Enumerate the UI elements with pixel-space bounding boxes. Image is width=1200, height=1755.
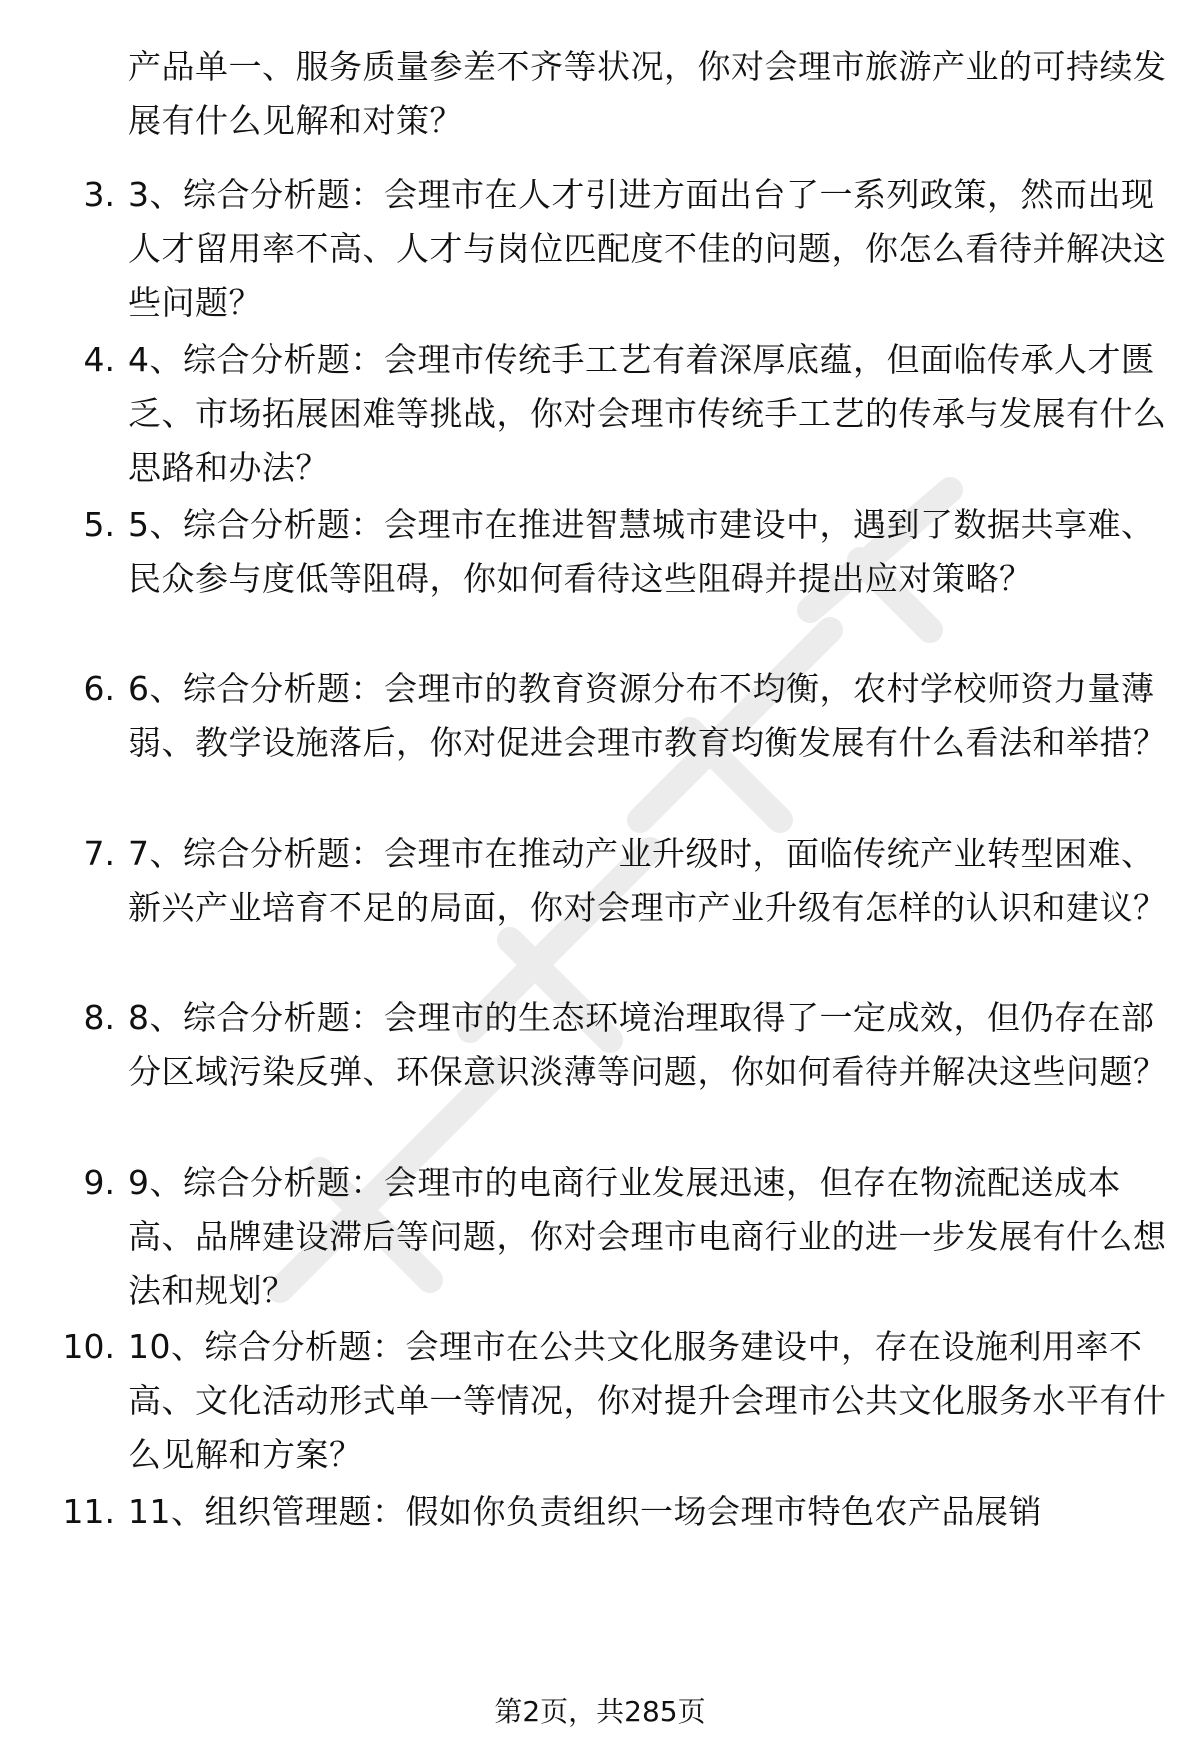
item-number: 8. — [83, 998, 115, 1037]
item-number: 6. — [83, 669, 115, 708]
item-text: 6、综合分析题：会理市的教育资源分布不均衡，农村学校师资力量薄弱、教学设施落后，你对促进会理市教育均衡发展有什么看法和举措？ — [128, 669, 1167, 762]
item-text: 5、综合分析题：会理市在推进智慧城市建设中，遇到了数据共享难、民众参与度低等阻碍，你如何看待这些阻碍并提出应对策略？ — [128, 505, 1155, 598]
item-number: 3. — [83, 175, 115, 214]
item-number: 11. — [62, 1492, 115, 1531]
item-text: 产品单一、服务质量参差不齐等状况，你对会理市旅游产业的可持续发展有什么见解和对策？ — [128, 47, 1167, 140]
item-number: 4. — [83, 340, 115, 379]
item-number: 9. — [83, 1163, 115, 1202]
item-number: 5. — [83, 505, 115, 544]
item-number: 10. — [62, 1327, 115, 1366]
item-text: 7、综合分析题：会理市在推动产业升级时，面临传统产业转型困难、新兴产业培育不足的局面，你对会理市产业升级有怎样的认识和建议？ — [128, 834, 1167, 927]
item-number: 7. — [83, 834, 115, 873]
item-text: 11、组织管理题：假如你负责组织一场会理市特色农产品展销 — [128, 1492, 1042, 1531]
item-text: 3、综合分析题：会理市在人才引进方面出台了一系列政策，然而出现人才留用率不高、人才与岗位匹配度不佳的问题，你怎么看待并解决这些问题？ — [128, 175, 1167, 322]
page-footer: 第2页，共285页 — [494, 1695, 706, 1728]
item-text: 10、综合分析题：会理市在公共文化服务建设中，存在设施利用率不高、文化活动形式单一等情况，你对提升会理市公共文化服务水平有什么见解和方案？ — [128, 1327, 1167, 1474]
item-text: 9、综合分析题：会理市的电商行业发展迅速，但存在物流配送成本高、品牌建设滞后等问题，你对会理市电商行业的进一步发展有什么想法和规划？ — [128, 1163, 1167, 1310]
item-text: 8、综合分析题：会理市的生态环境治理取得了一定成效，但仍存在部分区域污染反弹、环保意识淡薄等问题，你如何看待并解决这些问题？ — [128, 998, 1167, 1091]
item-text: 4、综合分析题：会理市传统手工艺有着深厚底蕴，但面临传承人才匮乏、市场拓展困难等挑战，你对会理市传统手工艺的传承与发展有什么思路和办法？ — [128, 340, 1167, 487]
